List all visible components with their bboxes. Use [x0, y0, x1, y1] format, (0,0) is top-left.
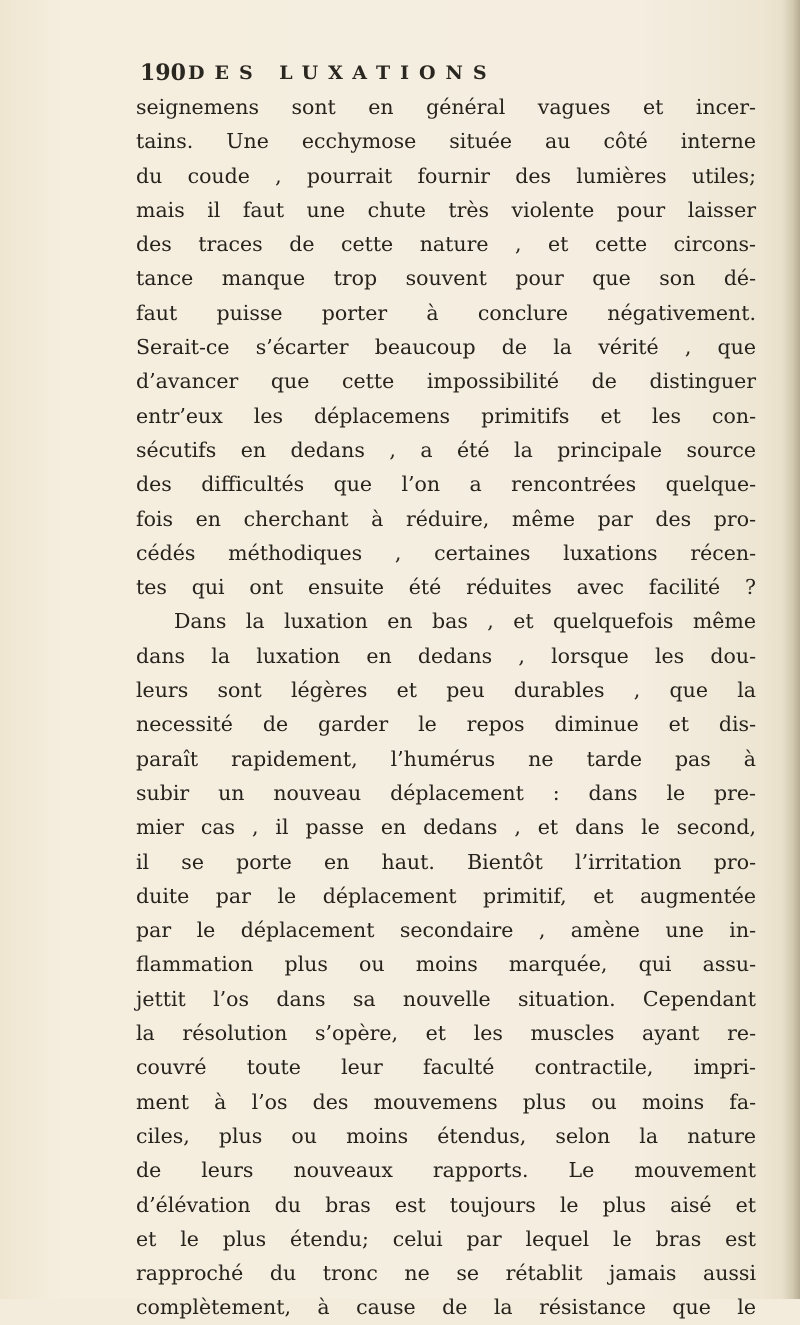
text-line: de leurs nouveaux rapports. Le mouvement	[136, 1158, 756, 1183]
text-line: jettit l’os dans sa nouvelle situation. Cependant	[136, 986, 756, 1011]
text-line: complètement, à cause de la résistance que le	[136, 1295, 756, 1320]
text-line: mais il faut une chute très violente pour laisser	[136, 197, 756, 222]
text-line: tance manque trop souvent pour que son dé-	[136, 266, 756, 291]
text-line: des difficultés que l’on a rencontrées quelque-	[136, 472, 756, 497]
text-line: et le plus étendu; celui par lequel le bras est	[136, 1226, 756, 1251]
text-line: ment à l’os des mouvemens plus ou moins fa-	[136, 1089, 756, 1114]
page-number: 190	[140, 60, 186, 86]
text-line: il se porte en haut. Bientôt l’irritation pro-	[136, 849, 756, 874]
text-line: sécutifs en dedans , a été la principale source	[136, 437, 756, 462]
text-line: entr’eux les déplacemens primitifs et les con-	[136, 403, 756, 428]
text-line: Dans la luxation en bas , et quelquefois même	[174, 609, 756, 634]
text-line: duite par le déplacement primitif, et augmentée	[136, 883, 756, 908]
text-line: tains. Une ecchymose située au côté interne	[136, 129, 756, 154]
text-line: des traces de cette nature , et cette circons-	[136, 232, 756, 257]
text-line: rapproché du tronc ne se rétablit jamais aussi	[136, 1261, 756, 1286]
text-line: la résolution s’opère, et les muscles ayant re-	[136, 1021, 756, 1046]
page-header	[140, 60, 660, 94]
text-line: tes qui ont ensuite été réduites avec facilité ?	[136, 575, 756, 600]
text-line: par le déplacement secondaire , amène une in-	[136, 918, 756, 943]
text-line: faut puisse porter à conclure négativement.	[136, 300, 756, 325]
text-line: mier cas , il passe en dedans , et dans le second,	[136, 815, 756, 840]
text-line: necessité de garder le repos diminue et dis-	[136, 712, 756, 737]
text-line: d’élévation du bras est toujours le plus aisé et	[136, 1192, 756, 1217]
text-line: ciles, plus ou moins étendus, selon la nature	[136, 1123, 756, 1148]
text-line: seignemens sont en général vagues et incer-	[136, 95, 756, 119]
body-text	[136, 90, 756, 1325]
text-line: Serait-ce s’écarter beaucoup de la vérité , que	[136, 335, 756, 360]
text-line: d’avancer que cette impossibilité de distinguer	[136, 369, 756, 394]
text-line: flammation plus ou moins marquée, qui assu-	[136, 952, 756, 977]
text-line: fois en cherchant à réduire, même par des pro-	[136, 506, 756, 531]
page-edge-shadow	[782, 0, 800, 1299]
text-line: du coude , pourrait fournir des lumières utiles;	[136, 163, 756, 188]
text-line: dans la luxation en dedans , lorsque les dou-	[136, 643, 756, 668]
text-line: subir un nouveau déplacement : dans le pre-	[136, 780, 756, 805]
text-line: paraît rapidement, l’humérus ne tarde pas à	[136, 746, 756, 771]
text-line: leurs sont légères et peu durables , que la	[136, 678, 756, 703]
text-line: cédés méthodiques , certaines luxations récen-	[136, 540, 756, 565]
text-line: couvré toute leur faculté contractile, impri-	[136, 1055, 756, 1080]
running-head: DES LUXATIONS	[188, 62, 497, 84]
